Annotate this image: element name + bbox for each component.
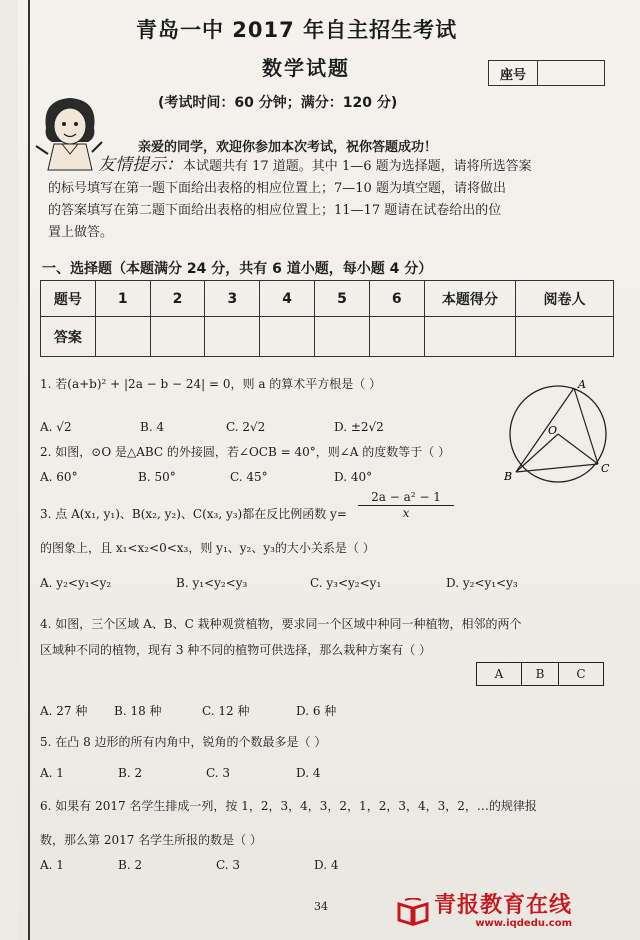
- header-question-no: 题号: [41, 281, 96, 317]
- exam-title: 青岛一中 2017 年自主招生考试: [136, 18, 458, 42]
- answer-table: [40, 280, 614, 357]
- header-grader: 阅卷人: [516, 281, 614, 317]
- question-6-line-1: 6. 如果有 2017 名学生排成一列，按 1，2，3，4，3，2，1，2，3，4，3，2，…的规律报: [40, 799, 537, 813]
- region-b: B: [522, 663, 559, 685]
- question-3-option-c: C. y₃<y₂<y₁: [310, 576, 382, 590]
- answer-row-label: 答案: [41, 317, 96, 357]
- point-b-label: B: [504, 470, 513, 483]
- header-q1: 1: [95, 281, 150, 317]
- question-6-line-2: 数，那么第 2017 名学生所报的数是（ ）: [40, 833, 262, 847]
- answer-table-answer-row: [41, 317, 614, 357]
- answer-cell-5[interactable]: [315, 317, 370, 357]
- region-a: A: [477, 663, 522, 685]
- question-4-line-2: 区域种不同的植物，现有 3 种不同的植物可供选择，那么栽种方案有（ ）: [40, 643, 432, 657]
- question-2-option-b: B. 50°: [138, 470, 176, 484]
- fraction-numerator: 2a − a² − 1: [358, 490, 454, 506]
- answer-cell-3[interactable]: [205, 317, 260, 357]
- answer-cell-2[interactable]: [150, 317, 205, 357]
- question-4-option-a: A. 27 种: [40, 704, 88, 718]
- header-q2: 2: [150, 281, 205, 317]
- tips-line-1: 本试题共有 17 道题。其中 1—6 题为选择题，请将所选答案: [183, 159, 532, 174]
- question-6-option-d: D. 4: [314, 858, 339, 872]
- answer-cell-4[interactable]: [260, 317, 315, 357]
- page-number: 34: [314, 900, 328, 913]
- answer-table-header-row: [41, 281, 614, 317]
- point-a-label: A: [578, 378, 586, 391]
- header-q3: 3: [205, 281, 260, 317]
- question-6-option-b: B. 2: [118, 858, 143, 872]
- greeting-text: 亲爱的同学，欢迎你参加本次考试，祝你答题成功！: [138, 140, 438, 155]
- question-1-option-b: B. 4: [140, 420, 165, 434]
- question-4-option-c: C. 12 种: [202, 704, 250, 718]
- point-c-label: C: [601, 462, 610, 475]
- planting-regions-figure: [476, 662, 604, 686]
- question-3-line-2: 的图象上，且 x₁<x₂<0<x₃，则 y₁、y₂、y₃的大小关系是（ ）: [40, 541, 375, 555]
- question-5-option-a: A. 1: [40, 766, 64, 780]
- question-3-stem: 3. 点 A(x₁, y₁)、B(x₂, y₂)、C(x₃, y₃)都在反比例函数 y=: [40, 507, 347, 521]
- question-2-option-d: D. 40°: [334, 470, 373, 484]
- question-2-stem: 2. 如图，⊙O 是△ABC 的外接圆，若∠OCB = 40°，则∠A 的度数等于（ ）: [40, 445, 451, 459]
- section-score-cell[interactable]: [424, 317, 515, 357]
- question-4-line-1: 4. 如图，三个区域 A、B、C 栽种观赏植物，要求同一个区域中种同一种植物，相邻的两个: [40, 617, 522, 631]
- question-3-option-b: B. y₁<y₂<y₃: [176, 576, 248, 590]
- question-2-option-a: A. 60°: [40, 470, 78, 484]
- grader-cell[interactable]: [516, 317, 614, 357]
- question-5-stem: 5. 在凸 8 边形的所有内角中，锐角的个数最多是（ ）: [40, 735, 327, 749]
- tips-line-2: 的标号填写在第一题下面给出表格的相应位置上；7—10 题为填空题，请将做出: [48, 181, 506, 196]
- question-5-option-d: D. 4: [296, 766, 321, 780]
- question-4-option-b: B. 18 种: [114, 704, 162, 718]
- tips-paragraph: [48, 154, 618, 244]
- fraction-denominator: x: [402, 506, 410, 520]
- question-5-option-c: C. 3: [206, 766, 231, 780]
- tips-line-4: 置上做答。: [48, 225, 114, 240]
- header-q6: 6: [369, 281, 424, 317]
- question-4-option-d: D. 6 种: [296, 704, 337, 718]
- header-q4: 4: [260, 281, 315, 317]
- exam-subtitle: 数学试题: [262, 56, 350, 80]
- question-1-option-d: D. ±2√2: [334, 420, 384, 434]
- question-1-option-c: C. 2√2: [226, 420, 266, 434]
- question-6-option-c: C. 3: [216, 858, 241, 872]
- section-1-heading: 一、选择题（本题满分 24 分，共有 6 道小题，每小题 4 分）: [42, 261, 433, 277]
- exam-paper: [18, 0, 640, 940]
- watermark-name: 青报教育在线: [434, 893, 573, 918]
- answer-cell-6[interactable]: [369, 317, 424, 357]
- question-3-option-a: A. y₂<y₁<y₂: [40, 576, 112, 590]
- question-2-option-c: C. 45°: [230, 470, 268, 484]
- seat-number-field: [538, 61, 604, 85]
- seat-number-label: 座号: [489, 61, 538, 85]
- header-section-score: 本题得分: [424, 281, 515, 317]
- region-c: C: [576, 667, 586, 681]
- open-book-logo-icon: [396, 898, 430, 926]
- tips-label: 友情提示：: [98, 155, 183, 175]
- question-3-fraction: [358, 490, 454, 520]
- header-q5: 5: [315, 281, 370, 317]
- circumcircle-figure: [498, 378, 618, 492]
- watermark-url: www.iqdedu.com: [475, 918, 573, 929]
- binding-line: [28, 0, 30, 940]
- question-1-option-a: A. √2: [40, 420, 72, 434]
- tips-line-3: 的答案填写在第二题下面给出表格的相应位置上；11—17 题请在试卷给出的位: [48, 203, 502, 218]
- answer-cell-1[interactable]: [95, 317, 150, 357]
- question-5-option-b: B. 2: [118, 766, 143, 780]
- seat-number-box: [488, 60, 605, 86]
- publisher-watermark: [396, 894, 572, 930]
- point-o-label: O: [548, 424, 558, 437]
- question-3-option-d: D. y₂<y₁<y₃: [446, 576, 518, 590]
- question-1-stem: 1. 若(a+b)² + |2a − b − 24| = 0，则 a 的算术平方根是（ ）: [40, 377, 382, 391]
- question-6-option-a: A. 1: [40, 858, 64, 872]
- exam-info: (考试时间：60 分钟；满分：120 分): [158, 95, 398, 111]
